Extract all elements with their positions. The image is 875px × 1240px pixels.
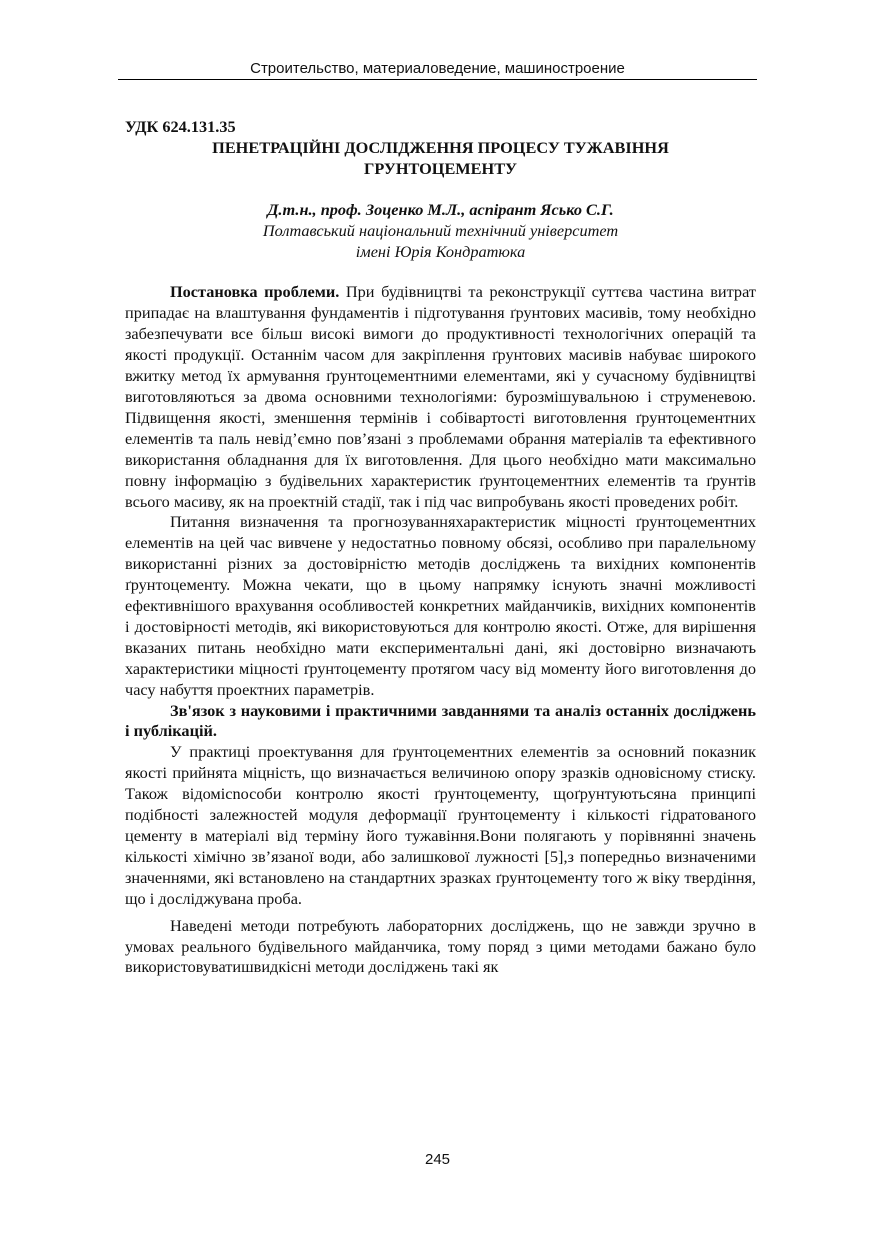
page-number: 245 <box>424 1151 451 1168</box>
paragraph-practice: У практиці проектування для ґрунтоцементних елементів за основний показник якості прийнята міцність, що визначається величиною опору зразків одновісному стиску. Також відомісnособи контролю якості ґрунтоцементу, щоґрунтуютьсяна принципі подібності залежностей модуля деформації ґрунтоцементу і кількості гідратованого цементу в матеріалі від терміну його тужавіння.Вони полягають у порівнянні значень кількості хімічно зв’язаної води, або залишкової лужності [5],з попередньо визначеними значеннями, які встановлено на стандартних зразках ґрунтоцементу того ж віку твердіння, що і досліджувана проба. <box>125 742 756 908</box>
title-line-2: ГРУНТОЦЕМЕНТУ <box>363 158 518 178</box>
running-header: Строительство, материаловедение, машиностроение <box>118 59 757 80</box>
udc-code: УДК 624.131.35 <box>125 117 236 136</box>
article-body <box>125 282 756 978</box>
affiliation-line-1: Полтавський національний технічний університет <box>262 220 619 240</box>
article <box>125 117 756 978</box>
paragraph-strength: Питання визначення та прогнозуванняхарактеристик міцності ґрунтоцементних елементів на цей час вивчене у недостатньо повному обсязі, особливо при паралельному використанні різних за достовірністю методів досліджень та вихідних компонентів ґрунтоцементу. Можна чекати, що в цьому напрямку існують значні можливості ефективнішого врахування особливостей конкретних майданчиків, вихідних компонентів і достовірності методів, які використовуються для контролю якості. Отже, для вирішення вказаних питань необхідно мати експериментальні дані, які достовірно визначають характеристики міцності ґрунтоцементу протягом часу від моменту його виготовлення до часу набуття проектних параметрів. <box>125 512 756 699</box>
problem-text: При будівництві та реконструкції суттєва частина витрат припадає на влаштування фундаментів і підготування ґрунтових масивів, тому необхідно забезпечувати все більш високі вимоги до продуктивності технологічних операцій та якості продукції. Останнім часом для закріплення ґрунтових масивів набуває широкого вжитку метод їх армування ґрунтоцементними елементами, які у сучасному будівництві виготовляються за двома основними технологіями: бурозмішувальною і струменевою. Підвищення якості, зменшення термінів і собівартості виготовлення ґрунтоцементних елементів та паль невід’ємно пов’язані з проблемами обрання матеріалів та ефективного використання обладнання для їх виготовлення. Для цього необхідно мати максимально повну інформацію з будівельних характеристик ґрунтоцементних елементів та ґрунтів всього масиву, як на проектній стадії, так і під час випробувань якості проведених робіт. <box>125 282 756 511</box>
paragraph-problem <box>125 282 756 512</box>
affiliation <box>125 221 756 263</box>
article-title <box>125 138 756 180</box>
affiliation-line-2: імені Юрія Кондратюка <box>355 241 526 261</box>
problem-heading: Постановка проблеми. <box>170 282 340 302</box>
section-heading-related-work <box>125 701 756 743</box>
paragraph-methods: Наведені методи потребують лабораторних досліджень, що не завжди зручно в умовах реального будівельного майданчика, тому поряд з цими методами бажано було використовуватишвидкісні методи досліджень такі як <box>125 915 756 977</box>
authors: Д.т.н., проф. Зоценко М.Л., аспірант Ясько С.Г. <box>267 199 614 219</box>
title-line-1: ПЕНЕТРАЦІЙНІ ДОСЛІДЖЕННЯ ПРОЦЕСУ ТУЖАВІННЯ <box>212 137 669 157</box>
related-work-heading: Зв'язок з науковими і практичними завданнями та аналіз останніх досліджень і публікацій. <box>125 700 756 741</box>
